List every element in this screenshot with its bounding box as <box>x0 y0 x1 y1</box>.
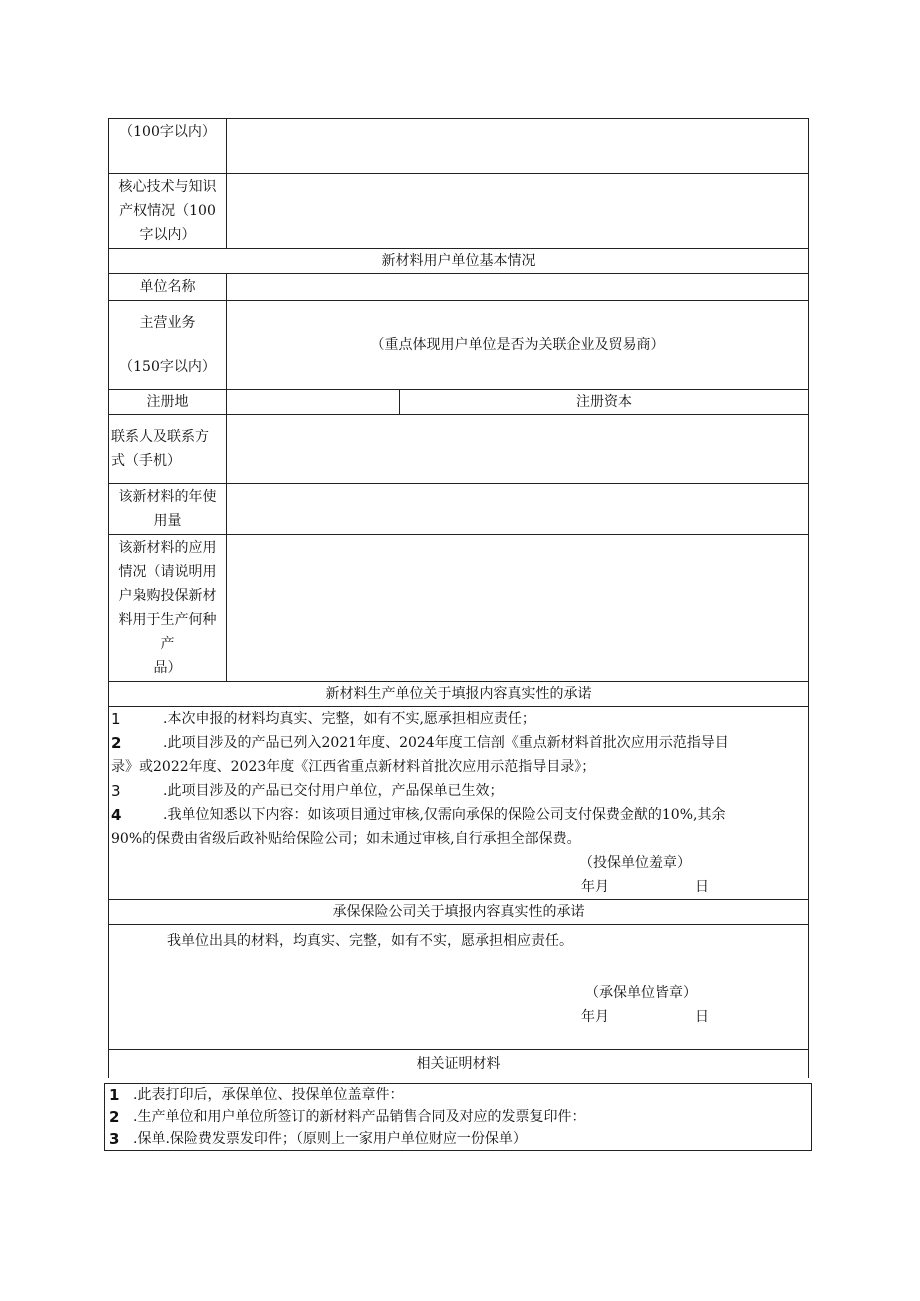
unit-name-row <box>109 274 809 301</box>
intro-limit-label: （100字以内） <box>109 119 227 174</box>
contact-row <box>109 415 809 484</box>
insurer-sign: （承保单位皆章） <box>585 985 697 1001</box>
main-business-row <box>109 301 809 390</box>
list-item: 3 .保单.保险费发票发印件；（原则上一家用户单位财应一份保单） <box>109 1130 527 1148</box>
list-item: 1 .此表打印后，承保单位、投保单位盖章件： <box>109 1086 404 1104</box>
annual-usage-row <box>109 484 809 535</box>
pledge-item: 2 .此项目涉及的产品已列入2021年度、2024年度工信剖《重点新材料首批次应用示范指导目 <box>111 734 729 752</box>
main-business-label: 主营业务 （150字以内） <box>109 301 227 390</box>
contact-label: 联系人及联系方 式（手机） <box>109 415 227 484</box>
core-tech-row <box>109 174 809 249</box>
producer-date: 年月 日 <box>581 879 709 895</box>
core-tech-value-cell[interactable] <box>227 174 809 249</box>
reg-place-label: 注册地 <box>109 390 227 415</box>
pledge-item: 3 .此项目涉及的产品已交付用户单位，产品保单已生效； <box>111 782 504 800</box>
insurer-pledge-row <box>109 925 809 1050</box>
application-row <box>109 535 809 682</box>
producer-pledge-title: 新材料生产单位关于填报内容真实性的承诺 <box>109 682 809 707</box>
application-label: 该新材料的应用 情况（请说明用 户枭购投保新材 料用于生产何种 产 品） <box>109 535 227 682</box>
pledge-item-continued: 90%的保费由省级后政补贴给保险公司；如未通过审核,自行承担全部保费。 <box>111 831 581 847</box>
contact-value-cell[interactable] <box>227 415 809 484</box>
reg-capital-label: 注册资本 <box>400 390 809 415</box>
pledge-item: 4 .我单位知悉以下内容：如该项目通过审核,仅需向承保的保险公司支付保费金猷的10%,其余 <box>111 806 726 824</box>
list-item: 2 .生产单位和用户单位所签订的新材料产品销售合同及对应的发票复印件： <box>109 1108 586 1126</box>
materials-list <box>104 1083 812 1151</box>
reg-place-value-cell[interactable] <box>227 390 400 415</box>
intro-row <box>109 119 809 174</box>
insurer-pledge-title: 承保保险公司关于填报内容真实性的承诺 <box>109 900 809 925</box>
application-value-cell[interactable] <box>227 535 809 682</box>
intro-value-cell[interactable] <box>227 119 809 174</box>
user-section-title: 新材料用户单位基本情况 <box>109 249 809 274</box>
main-business-hint[interactable]: （重点体现用户单位是否为关联企业及贸易商） <box>227 301 809 390</box>
insurer-pledge-text: 我单位出具的材料，均真实、完整，如有不实，愿承担相应责任。 <box>167 933 573 949</box>
application-form <box>108 118 808 1078</box>
producer-pledge-row <box>109 707 809 900</box>
form-table <box>108 118 809 1078</box>
annual-usage-label: 该新材料的年使 用量 <box>109 484 227 535</box>
producer-pledge-body <box>109 707 809 900</box>
materials-title: 相关证明材料 <box>109 1050 809 1079</box>
insurer-pledge-body <box>109 925 809 1050</box>
producer-sign: （投保单位羞章） <box>579 855 691 871</box>
annual-usage-value-cell[interactable] <box>227 484 809 535</box>
registration-row <box>109 390 809 415</box>
unit-name-label: 单位名称 <box>109 274 227 301</box>
insurer-date: 年月 日 <box>581 1009 709 1025</box>
pledge-item: 1 .本次申报的材料均真实、完整，如有不实,愿承担相应责任； <box>111 710 536 728</box>
pledge-item-continued: 录》或2022年度、2023年度《江西省重点新材料首批次应用示范指导目录》； <box>111 759 596 775</box>
core-tech-label: 核心技术与知识 产权情况（100 字以内） <box>109 174 227 249</box>
unit-name-value-cell[interactable] <box>227 274 809 301</box>
